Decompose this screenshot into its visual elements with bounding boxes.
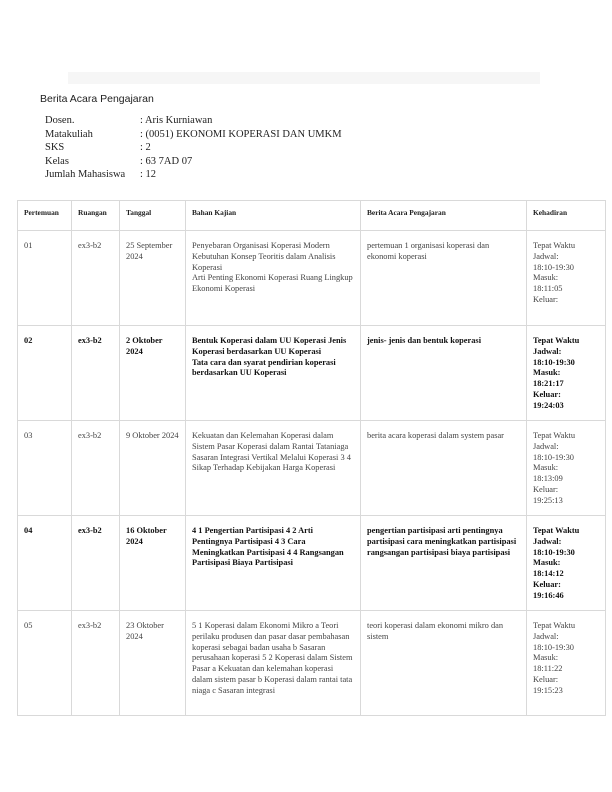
cell-tanggal: 16 Oktober 2024: [120, 516, 186, 611]
schedule-label: Jadwal:: [533, 631, 559, 641]
check-in-time: 18:13:09: [533, 474, 563, 484]
column-header-bahan-kajian: Bahan Kajian: [186, 201, 361, 231]
cell-bahan-kajian: 4 1 Pengertian Partisipasi 4 2 Arti Pentingnya Partisipasi 4 3 Cara Meningkatkan Partisipasi 4 4 Rangsangan Partisipasi Biaya Partisipasi: [186, 516, 361, 611]
page-title: Berita Acara Pengajaran: [40, 93, 154, 105]
check-out-label: Keluar:: [533, 294, 559, 304]
teaching-log-table: [17, 200, 606, 716]
info-value: : 12: [140, 169, 157, 180]
cell-kehadiran: [527, 421, 606, 516]
info-value: : 63 7AD 07: [140, 155, 193, 167]
cell-berita-acara: pertemuan 1 organisasi koperasi dan ekonomi koperasi: [361, 231, 527, 326]
cell-kehadiran: [527, 326, 606, 421]
cell-ruangan: ex3-b2: [72, 421, 120, 516]
cell-pertemuan: 05: [18, 611, 72, 716]
cell-berita-acara: berita acara koperasi dalam system pasar: [361, 421, 527, 516]
info-label: Jumlah Mahasiswa: [45, 169, 126, 180]
header-bar: [68, 72, 540, 84]
schedule-label: Jadwal:: [533, 346, 562, 356]
table-row: [18, 611, 606, 716]
cell-ruangan: ex3-b2: [72, 231, 120, 326]
check-in-label: Masuk:: [533, 653, 559, 663]
cell-tanggal: 9 Oktober 2024: [120, 421, 186, 516]
table-row: [18, 231, 606, 326]
cell-berita-acara: teori koperasi dalam ekonomi mikro dan sistem: [361, 611, 527, 716]
attendance-status: Tepat Waktu: [533, 336, 580, 345]
cell-bahan-kajian: Kekuatan dan Kelemahan Koperasi dalam Sistem Pasar Koperasi dalam Rantai Tataniaga Sasaran Integrasi Vertikal Melalui Koperasi 3 4 Sikap Terhadap Kebijakan Harga Koperasi: [186, 421, 361, 516]
info-label: SKS: [45, 142, 65, 153]
info-label: Dosen.: [45, 115, 75, 126]
check-out-time: 19:15:23: [533, 685, 563, 695]
check-out-time: 19:24:03: [533, 400, 564, 410]
check-in-time: 18:14:12: [533, 569, 564, 579]
cell-bahan-kajian: 5 1 Koperasi dalam Ekonomi Mikro a Teori perilaku produsen dan pasar dasar pembahasan koperasi sebagai badan usaha b Sasaran perusahaan koperasi 5 2 Koperasi dalam Sistem Pasar a Kekuatan dan kelemahan koperasi dalam sistem pasar b Koperasi dalam rantai tata niaga c Sasaran integrasi: [186, 611, 361, 716]
info-row-matakuliah: [45, 128, 342, 142]
info-label: Kelas: [45, 155, 69, 167]
info-value: : (0051) EKONOMI KOPERASI DAN UMKM: [140, 128, 342, 140]
schedule-time: 18:10-19:30: [533, 262, 574, 272]
course-info: [45, 114, 342, 182]
check-in-time: 18:21:17: [533, 379, 564, 389]
check-out-label: Keluar:: [533, 484, 559, 494]
table-header-row: [18, 201, 606, 231]
column-header-ruangan: Ruangan: [72, 201, 120, 231]
schedule-label: Jadwal:: [533, 251, 559, 261]
schedule-time: 18:10-19:30: [533, 452, 574, 462]
cell-berita-acara: pengertian partisipasi arti pentingnya partisipasi cara meningkatkan partisipasi rangsangan partisipasi biaya partisipasi: [361, 516, 527, 611]
check-in-label: Masuk:: [533, 273, 559, 283]
attendance-status: Tepat Waktu: [533, 431, 576, 440]
check-out-time: 19:25:13: [533, 495, 563, 505]
cell-pertemuan: 02: [18, 326, 72, 421]
attendance-status: Tepat Waktu: [533, 621, 576, 630]
check-out-label: Keluar:: [533, 579, 561, 589]
check-out-time: 19:16:46: [533, 590, 564, 600]
cell-bahan-kajian: Bentuk Koperasi dalam UU Koperasi Jenis Koperasi berdasarkan UU Koperasi Tata cara dan syarat pendirian koperasi berdasarkan UU Koperasi: [186, 326, 361, 421]
cell-kehadiran: [527, 611, 606, 716]
check-in-label: Masuk:: [533, 558, 561, 568]
cell-ruangan: ex3-b2: [72, 516, 120, 611]
cell-ruangan: ex3-b2: [72, 611, 120, 716]
schedule-label: Jadwal:: [533, 441, 559, 451]
cell-berita-acara: jenis- jenis dan bentuk koperasi: [361, 326, 527, 421]
info-value: : Aris Kurniawan: [140, 115, 213, 126]
check-in-time: 18:11:05: [533, 284, 563, 294]
cell-kehadiran: [527, 516, 606, 611]
attendance-status: Tepat Waktu: [533, 526, 580, 535]
column-header-berita-acara: Berita Acara Pengajaran: [361, 201, 527, 231]
info-row-kelas: [45, 155, 342, 169]
info-row-sks: [45, 141, 342, 155]
column-header-tanggal: Tanggal: [120, 201, 186, 231]
check-out-label: Keluar:: [533, 389, 561, 399]
schedule-time: 18:10-19:30: [533, 547, 575, 557]
table-row: [18, 421, 606, 516]
cell-tanggal: 2 Oktober 2024: [120, 326, 186, 421]
attendance-status: Tepat Waktu: [533, 241, 576, 250]
check-in-label: Masuk:: [533, 463, 559, 473]
cell-pertemuan: 03: [18, 421, 72, 516]
column-header-kehadiran: Kehadiran: [527, 201, 606, 231]
cell-kehadiran: [527, 231, 606, 326]
table-row: [18, 326, 606, 421]
table-row: [18, 516, 606, 611]
cell-pertemuan: 04: [18, 516, 72, 611]
cell-tanggal: 23 Oktober 2024: [120, 611, 186, 716]
cell-bahan-kajian: Penyebaran Organisasi Koperasi Modern Kebutuhan Konsep Teoritis dalam Analisis Koperasi Arti Penting Ekonomi Koperasi Ruang Lingkup Ekonomi Koperasi: [186, 231, 361, 326]
cell-pertemuan: 01: [18, 231, 72, 326]
cell-ruangan: ex3-b2: [72, 326, 120, 421]
info-row-jumlah-mahasiswa: [45, 168, 342, 182]
info-row-dosen: [45, 114, 342, 128]
cell-tanggal: 25 September 2024: [120, 231, 186, 326]
check-out-label: Keluar:: [533, 674, 559, 684]
info-value: : 2: [140, 142, 151, 153]
schedule-time: 18:10-19:30: [533, 357, 575, 367]
check-in-label: Masuk:: [533, 368, 561, 378]
schedule-label: Jadwal:: [533, 536, 562, 546]
check-in-time: 18:11:22: [533, 664, 563, 674]
column-header-pertemuan: Pertemuan: [18, 201, 72, 231]
info-label: Matakuliah: [45, 128, 93, 140]
schedule-time: 18:10-19:30: [533, 642, 574, 652]
